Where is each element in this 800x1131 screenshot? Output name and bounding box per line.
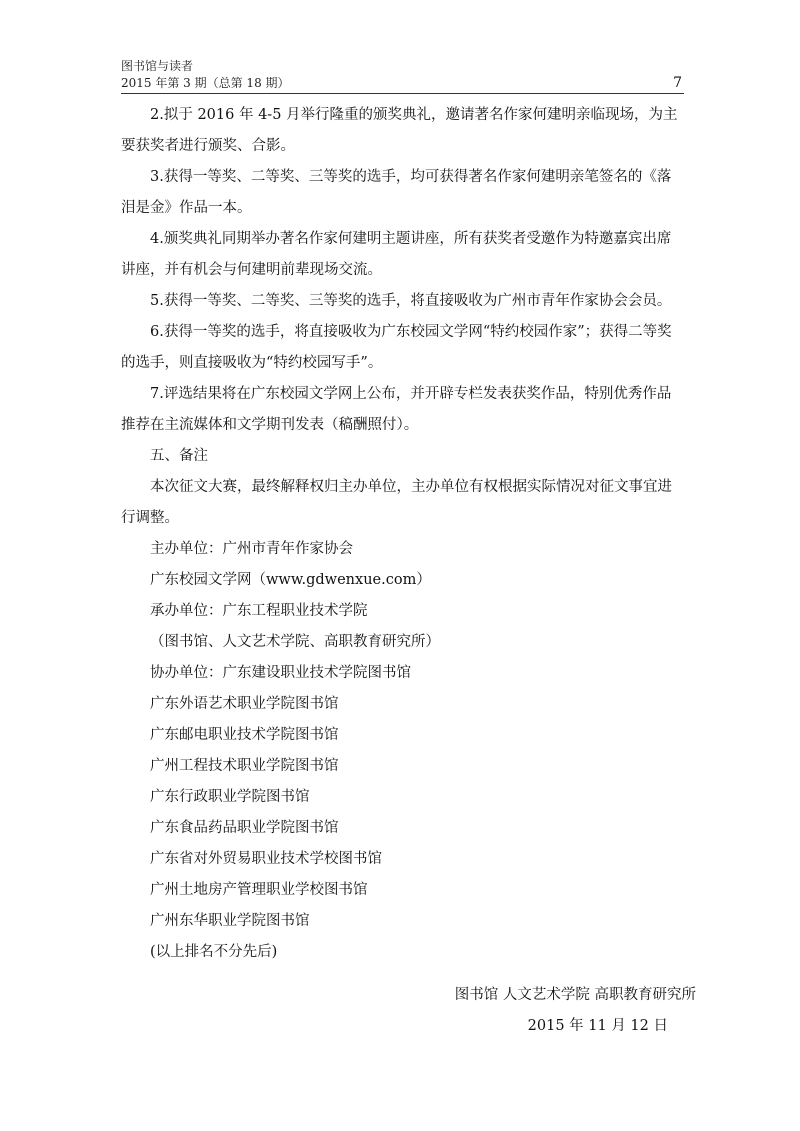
organizer-line: 承办单位：广东工程职业技术学院 bbox=[150, 603, 368, 619]
paragraph-3: 3.获得一等奖、二等奖、三等奖的选手，均可获得著名作家何建明亲笔签名的《落泪是金》作品一本。 bbox=[121, 169, 672, 216]
issue-info: 2015 年第 3 期（总第 18 期） bbox=[121, 76, 290, 90]
paragraph-6: 6.获得一等奖的选手，将直接吸收为广东校园文学网“特约校园作家”；获得二等奖的选手，则直接吸收为“特约校园写手”。 bbox=[121, 324, 672, 371]
organizer-line: 协办单位：广东建设职业技术学院图书馆 bbox=[150, 665, 411, 681]
signature: 图书馆 人文艺术学院 高职教育研究所 bbox=[454, 987, 696, 1003]
organizer-line: 主办单位：广州市青年作家协会 bbox=[150, 541, 353, 557]
journal-title: 图书馆与读者 bbox=[121, 59, 194, 73]
organizer-line: 广东食品药品职业学院图书馆 bbox=[150, 820, 339, 836]
header-rule bbox=[121, 93, 684, 94]
page-header bbox=[121, 58, 682, 92]
page-number: 7 bbox=[673, 75, 682, 91]
paragraph-4: 4.颁奖典礼同期举办著名作家何建明主题讲座，所有获奖者受邀作为特邀嘉宾出席讲座，并有机会与何建明前辈现场交流。 bbox=[121, 231, 672, 278]
organizer-line: 广东行政职业学院图书馆 bbox=[150, 789, 310, 805]
paragraph-2: 2.拟于 2016 年 4-5 月举行隆重的颁奖典礼，邀请著名作家何建明亲临现场，为主要获奖者进行颁奖、合影。 bbox=[121, 107, 678, 154]
organizer-line: 广州工程技术职业学院图书馆 bbox=[150, 758, 339, 774]
organizer-line: 广东省对外贸易职业技术学校图书馆 bbox=[150, 851, 382, 867]
organizer-line: 广东校园文学网（www.gdwenxue.com） bbox=[150, 572, 431, 588]
organizer-line: 广东邮电职业技术学院图书馆 bbox=[150, 727, 339, 743]
organizer-line: 广州东华职业学院图书馆 bbox=[150, 913, 310, 929]
organizer-line: （图书馆、人文艺术学院、高职教育研究所） bbox=[150, 634, 440, 650]
paragraph-5: 5.获得一等奖、二等奖、三等奖的选手，将直接吸收为广州市青年作家协会会员。 bbox=[150, 293, 672, 309]
document-body bbox=[121, 100, 684, 968]
section-title: 五、备注 bbox=[150, 448, 208, 464]
organizer-line: 广州土地房产管理职业学校图书馆 bbox=[150, 882, 368, 898]
paragraph-7: 7.评选结果将在广东校园文学网上公布，并开辟专栏发表获奖作品，特别优秀作品推荐在主流媒体和文学期刊发表（稿酬照付）。 bbox=[121, 386, 672, 433]
remark-paragraph: 本次征文大赛，最终解释权归主办单位，主办单位有权根据实际情况对征文事宜进行调整。 bbox=[121, 479, 672, 526]
date: 2015 年 11 月 12 日 bbox=[527, 1018, 668, 1034]
ranking-note: (以上排名不分先后) bbox=[150, 944, 278, 960]
organizer-line: 广东外语艺术职业学院图书馆 bbox=[150, 696, 339, 712]
